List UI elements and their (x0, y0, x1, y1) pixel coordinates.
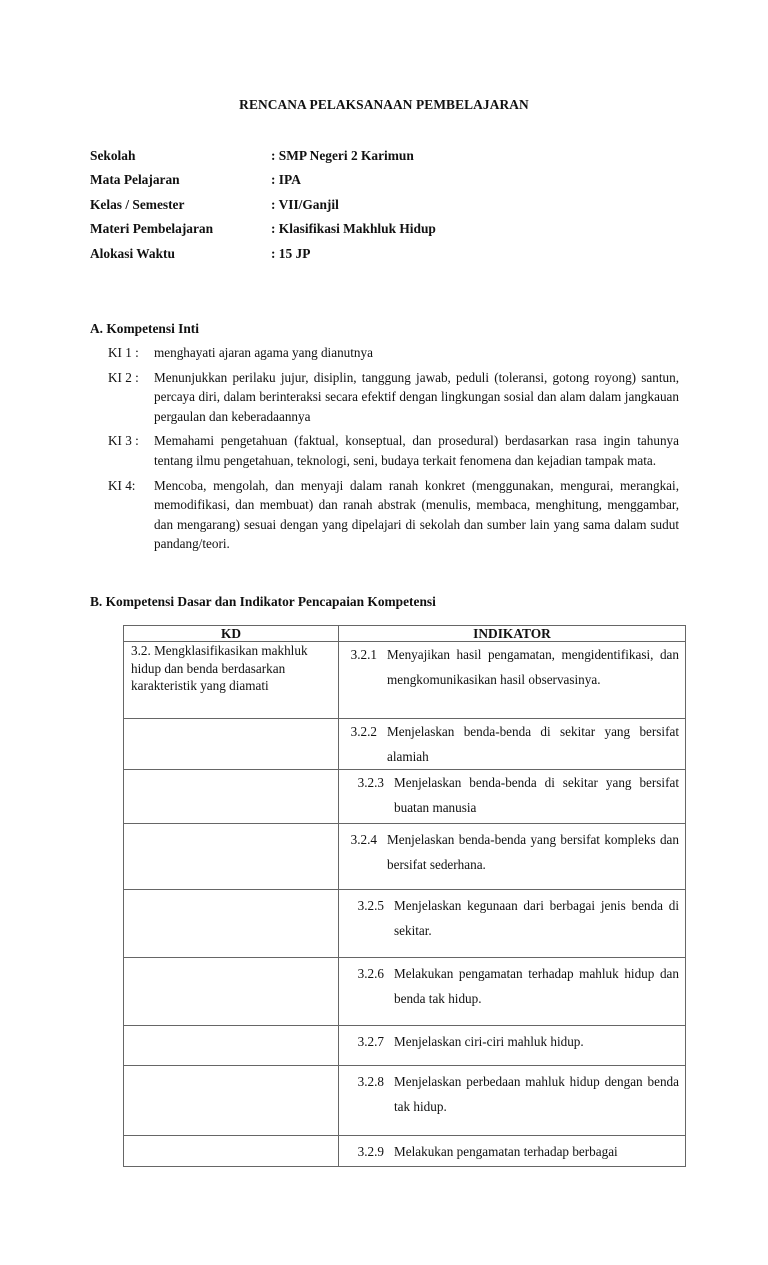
table-row (124, 719, 686, 770)
ki-text: Memahami pengetahuan (faktual, konseptual, dan prosedural) berdasarkan rasa ingin tahunya tentang ilmu pengetahuan, teknologi, seni, budaya terkait fenomena dan kejadian tampak mata. (154, 433, 679, 468)
identity-label: Kelas / Semester (90, 196, 185, 212)
identity-label: Mata Pelajaran (90, 172, 180, 188)
kd-cell: 3.2. Mengklasifikasikan makhluk hidup dan benda berdasarkan karakteristik yang diamati (124, 642, 339, 719)
kd-cell-empty (124, 958, 339, 1026)
ki-code: KI 2 : (108, 369, 139, 385)
identity-value: : 15 JP (271, 245, 311, 261)
indicator-number: 3.2.1 (350, 647, 377, 662)
table-row (124, 824, 686, 890)
table-row (124, 642, 686, 719)
indicator-cell (339, 824, 686, 890)
indicator-text: Menyajikan hasil pengamatan, mengidentifikasi, dan mengkomunikasikan hasil observasinya. (387, 647, 679, 687)
identity-label: Alokasi Waktu (90, 245, 175, 261)
indicator-number: 3.2.8 (357, 1074, 384, 1089)
identity-row-time (90, 246, 436, 270)
indicator-item (339, 824, 685, 877)
indicator-cell (339, 719, 686, 770)
indicator-number: 3.2.9 (357, 1144, 384, 1159)
indicator-item (339, 1066, 685, 1119)
ki-text: Mencoba, mengolah, dan menyaji dalam ranah konkret (menggunakan, mengurai, merangkai, memodifikasi, dan membuat) dan ranah abstrak (menulis, membaca, menghitung, menggambar, dan mengarang) sesuai dengan yang dipelajari di sekolah dan sumber lain yang sama dalam sudut pandang/teori. (154, 477, 679, 552)
indicator-cell (339, 642, 686, 719)
indicator-text: Melakukan pengamatan terhadap berbagai (394, 1144, 618, 1159)
kd-cell-empty (124, 890, 339, 958)
indicator-cell (339, 1026, 686, 1066)
kd-cell-empty (124, 719, 339, 770)
indicator-number: 3.2.3 (357, 775, 384, 790)
indicator-text: Menjelaskan ciri-ciri mahluk hidup. (394, 1034, 584, 1049)
ki-code: KI 3 : (108, 433, 139, 449)
table-header-row (124, 626, 686, 642)
ki-code: KI 4: (108, 477, 136, 493)
ki-text: menghayati ajaran agama yang dianutnya (154, 345, 373, 360)
table-row (124, 958, 686, 1026)
competence-table (123, 625, 686, 1167)
indicator-number: 3.2.7 (357, 1034, 384, 1049)
kd-cell-empty (124, 824, 339, 890)
indicator-cell (339, 1136, 686, 1167)
indicator-item (339, 1026, 685, 1054)
ki-item (90, 431, 690, 470)
document-title: RENCANA PELAKSANAAN PEMBELAJARAN (239, 97, 529, 112)
indicator-text: Menjelaskan benda-benda yang bersifat kompleks dan bersifat sederhana. (387, 832, 679, 872)
indicator-text: Menjelaskan benda-benda di sekitar yang bersifat alamiah (387, 724, 679, 764)
identity-value: : VII/Ganjil (271, 196, 339, 212)
indicator-text: Menjelaskan kegunaan dari berbagai jenis benda di sekitar. (394, 898, 679, 938)
indicator-item (339, 890, 685, 943)
indicator-item (339, 719, 685, 769)
indicator-text: Melakukan pengamatan terhadap mahluk hidup dan benda tak hidup. (394, 966, 679, 1006)
section-a-title: A. Kompetensi Inti (90, 321, 199, 336)
identity-label: Materi Pembelajaran (90, 221, 214, 237)
identity-row-subject (90, 172, 436, 196)
indicator-number: 3.2.6 (357, 966, 384, 981)
ki-code: KI 1 : (108, 345, 139, 360)
ki-item (90, 368, 690, 427)
table-row (124, 890, 686, 958)
indicator-item (339, 642, 685, 692)
ki-text: Menunjukkan perilaku jujur, disiplin, tanggung jawab, peduli (toleransi, gotong royong) santun, percaya diri, dalam berinteraksi secara efektif dengan lingkungan sosial dan alam dalam jangkauan pergaulan dan keberadaannya (154, 369, 679, 424)
identity-row-material (90, 221, 436, 245)
indicator-number: 3.2.2 (350, 724, 377, 739)
indicator-cell (339, 770, 686, 824)
indicator-cell (339, 890, 686, 958)
section-b-title: B. Kompetensi Dasar dan Indikator Pencapaian Kompetensi (90, 594, 436, 609)
table-header-indicator: INDIKATOR (339, 626, 686, 642)
identity-row-class (90, 197, 436, 221)
table-row (124, 1066, 686, 1136)
kd-cell-empty (124, 1026, 339, 1066)
indicator-item (339, 770, 685, 820)
identity-value: : SMP Negeri 2 Karimun (271, 148, 414, 163)
identity-value: : Klasifikasi Makhluk Hidup (271, 221, 436, 237)
kd-cell-empty (124, 1066, 339, 1136)
table-row (124, 770, 686, 824)
indicator-item (339, 1136, 685, 1164)
identity-value: : IPA (271, 172, 301, 188)
table-row (124, 1136, 686, 1167)
table-header-kd: KD (124, 626, 339, 642)
identity-block (90, 148, 436, 270)
indicator-number: 3.2.4 (350, 832, 377, 847)
ki-item (90, 476, 690, 554)
kd-cell-empty (124, 1136, 339, 1167)
indicator-text: Menjelaskan perbedaan mahluk hidup dengan benda tak hidup. (394, 1074, 679, 1114)
kd-cell-empty (124, 770, 339, 824)
indicator-number: 3.2.5 (357, 898, 384, 913)
identity-label: Sekolah (90, 148, 136, 163)
ki-item (90, 343, 690, 363)
indicator-cell (339, 958, 686, 1026)
table-row (124, 1026, 686, 1066)
indicator-cell (339, 1066, 686, 1136)
indicator-item (339, 958, 685, 1011)
identity-row-school (90, 148, 436, 172)
indicator-text: Menjelaskan benda-benda di sekitar yang bersifat buatan manusia (394, 775, 679, 815)
core-competence-section (90, 321, 690, 559)
